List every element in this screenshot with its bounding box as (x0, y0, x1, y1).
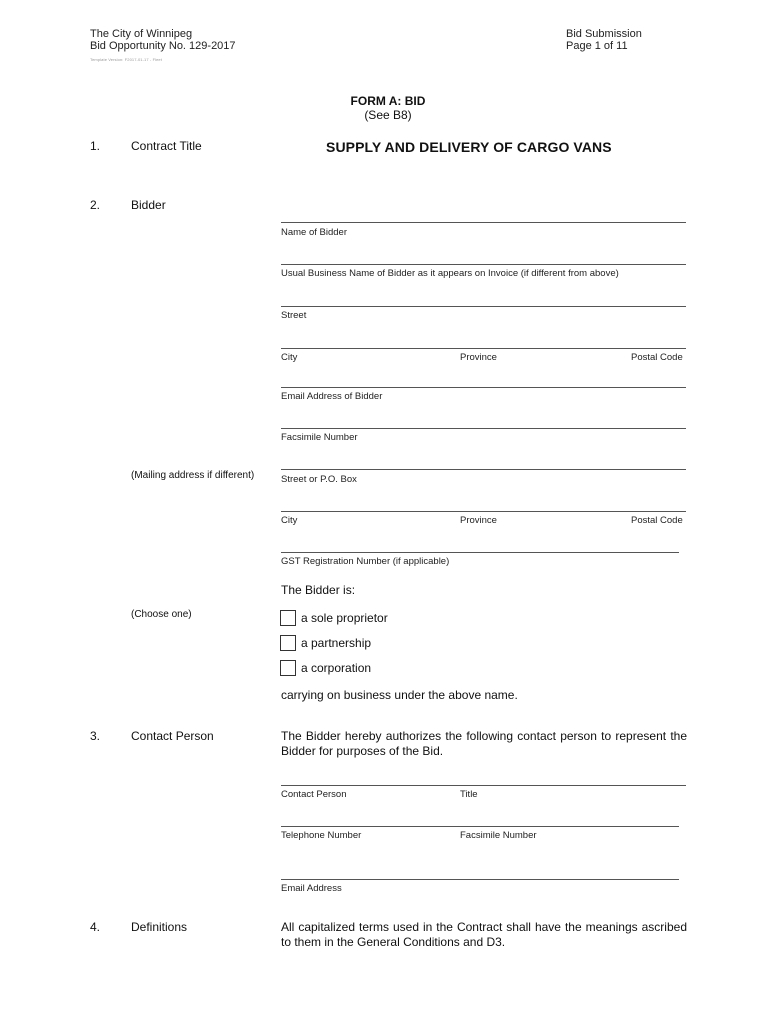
bidder-is-label: The Bidder is: (281, 583, 356, 597)
gst-line[interactable] (281, 552, 679, 553)
contact-title-line[interactable] (281, 785, 686, 786)
mailing-address-note: (Mailing address if different) (131, 470, 255, 481)
mailing-city-caption: City (281, 515, 298, 526)
header-bid-number: Bid Opportunity No. 129-2017 (90, 40, 236, 52)
city-province-postal-line[interactable] (281, 348, 686, 349)
street-caption: Street (281, 310, 307, 321)
header-doc-type: Bid Submission (566, 28, 642, 40)
section-4-number: 4. (90, 920, 101, 934)
mailing-province-caption: Province (460, 515, 497, 526)
section-1-label: Contract Title (131, 139, 202, 153)
form-title: FORM A: BID (350, 94, 426, 108)
carrying-on-business-text: carrying on business under the above name. (281, 688, 518, 702)
mailing-city-line[interactable] (281, 511, 686, 512)
email-caption: Email Address of Bidder (281, 391, 383, 402)
email-line[interactable] (281, 387, 686, 388)
section-3-number: 3. (90, 729, 101, 743)
fax-caption: Facsimile Number (281, 432, 358, 443)
contract-title: SUPPLY AND DELIVERY OF CARGO VANS (326, 139, 612, 155)
corporation-label: a corporation (301, 661, 372, 675)
contact-fax-caption: Facsimile Number (460, 830, 537, 841)
sole-proprietor-checkbox[interactable] (280, 610, 296, 626)
bidder-name-line[interactable] (281, 222, 686, 223)
form-see-reference: (See B8) (364, 108, 412, 122)
city-caption: City (281, 352, 298, 363)
postal-code-caption: Postal Code (631, 352, 683, 363)
contact-title-caption: Title (460, 789, 478, 800)
phone-fax-line[interactable] (281, 826, 679, 827)
telephone-caption: Telephone Number (281, 830, 362, 841)
header-org: The City of Winnipeg (90, 28, 193, 40)
contact-email-caption: Email Address (281, 883, 342, 894)
sole-proprietor-label: a sole proprietor (301, 611, 388, 625)
header-page-number: Page 1 of 11 (566, 40, 628, 52)
partnership-checkbox[interactable] (280, 635, 296, 651)
po-box-line[interactable] (281, 469, 686, 470)
po-box-caption: Street or P.O. Box (281, 474, 357, 485)
street-line[interactable] (281, 306, 686, 307)
contact-authorization-text: The Bidder hereby authorizes the following contact person to represent the Bidder for purposes of the Bid. (281, 729, 687, 758)
corporation-checkbox[interactable] (280, 660, 296, 676)
contact-person-caption: Contact Person (281, 789, 347, 800)
province-caption: Province (460, 352, 497, 363)
contact-email-line[interactable] (281, 879, 679, 880)
partnership-label: a partnership (301, 636, 372, 650)
section-4-label: Definitions (131, 920, 188, 934)
usual-name-line[interactable] (281, 264, 686, 265)
usual-name-caption: Usual Business Name of Bidder as it appears on Invoice (if different from above) (281, 268, 619, 279)
section-1-number: 1. (90, 139, 101, 153)
section-2-number: 2. (90, 198, 101, 212)
choose-one-note: (Choose one) (131, 609, 192, 620)
section-2-label: Bidder (131, 198, 166, 212)
header-template-note: Template Version: F2017-01-17 - Fleet (90, 57, 162, 62)
gst-caption: GST Registration Number (if applicable) (281, 556, 450, 567)
section-3-label: Contact Person (131, 729, 214, 743)
mailing-postal-caption: Postal Code (631, 515, 683, 526)
definitions-text: All capitalized terms used in the Contract shall have the meanings ascribed to them in the General Conditions and D3. (281, 920, 687, 949)
fax-line[interactable] (281, 428, 686, 429)
bidder-name-caption: Name of Bidder (281, 227, 348, 238)
